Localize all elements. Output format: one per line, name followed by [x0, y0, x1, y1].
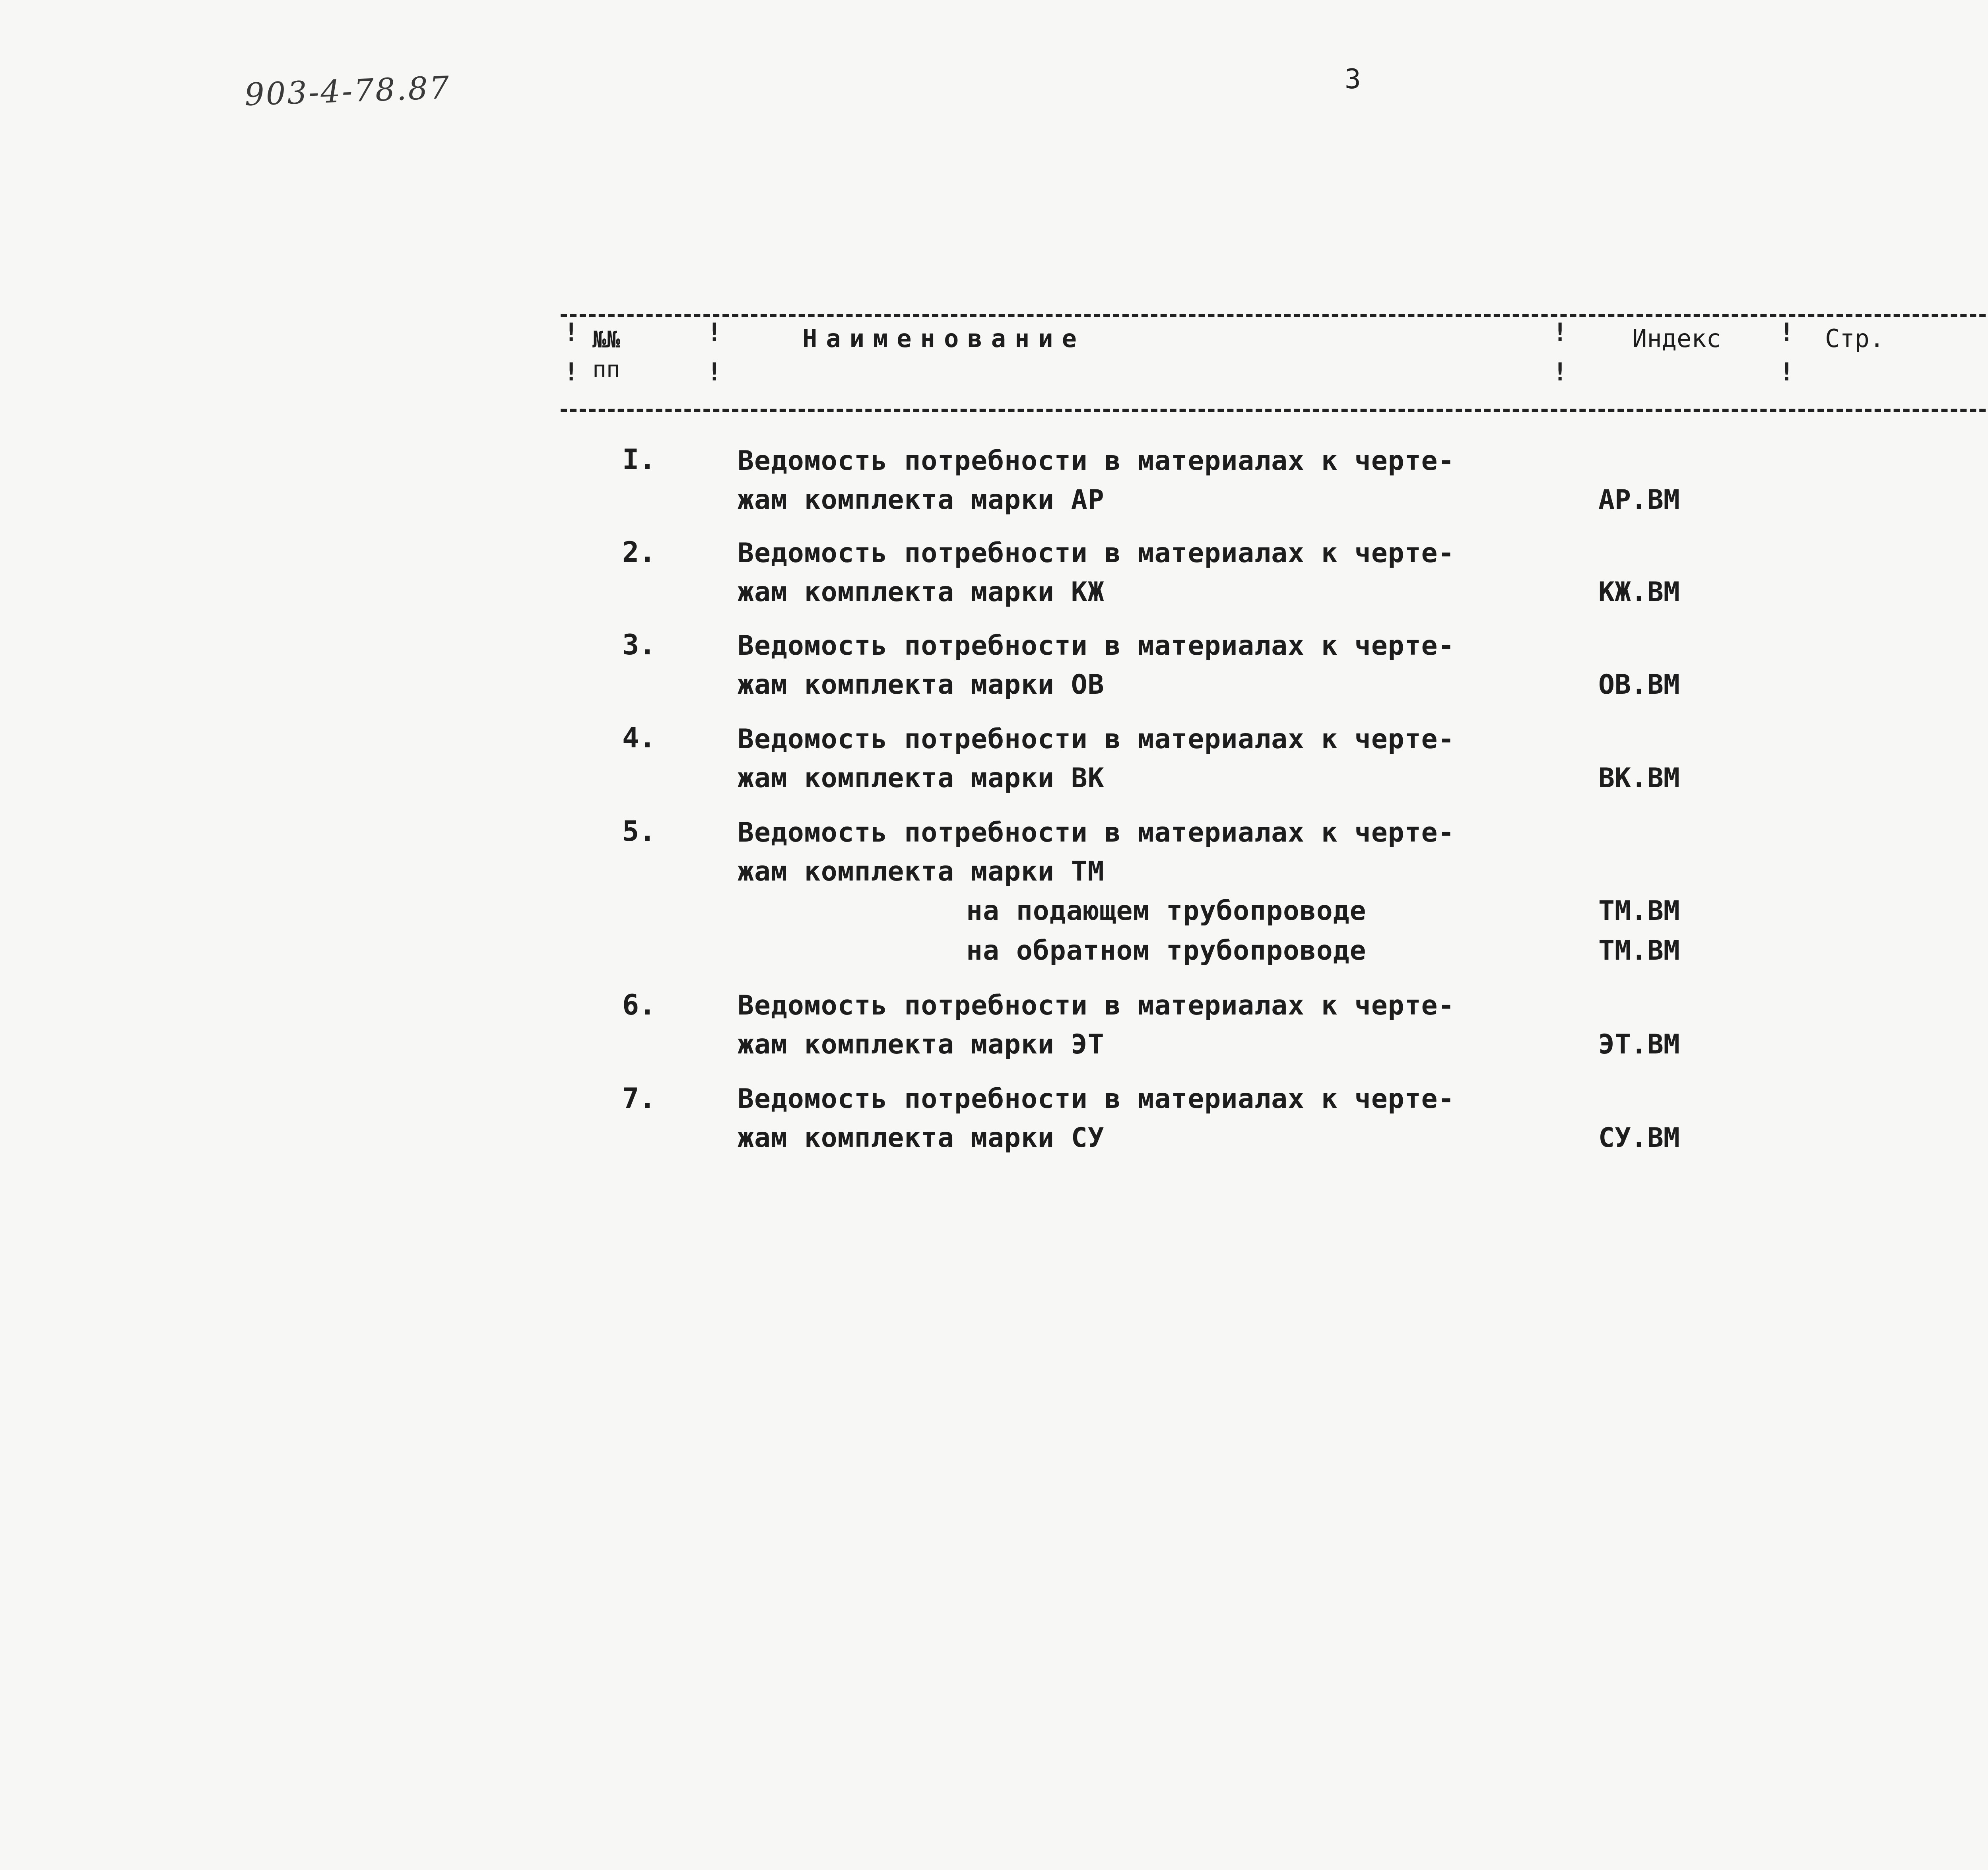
row-name-line2: жам комплекта марки ЭТ: [738, 1029, 1105, 1060]
row-number: I.: [622, 443, 656, 476]
row-number: 5.: [622, 815, 656, 848]
column-header-page: Стр.: [1825, 324, 1885, 353]
row-number: 4.: [622, 722, 656, 754]
row-index: СУ.ВМ: [1598, 1122, 1680, 1154]
row-name-line2: жам комплекта марки АР: [738, 484, 1105, 516]
row-index: КЖ.ВМ: [1598, 576, 1680, 608]
column-separator: !: [1553, 357, 1568, 386]
row-number: 3.: [622, 629, 656, 661]
row-index: ТМ.ВМ: [1598, 935, 1680, 966]
row-name-line2: жам комплекта марки ВК: [738, 762, 1105, 794]
column-header-number-sub: пп: [592, 356, 620, 383]
row-index: ЭТ.ВМ: [1598, 1029, 1680, 1060]
column-header-name: Наименование: [802, 324, 1085, 353]
column-header-number: №№: [592, 326, 620, 353]
row-name-line2: жам комплекта марки ТМ: [738, 856, 1105, 887]
row-index: ОВ.ВМ: [1598, 669, 1680, 700]
column-separator: !: [564, 318, 579, 347]
page-number: 3: [1345, 64, 1361, 95]
row-name-line1: Ведомость потребности в материалах к черте-: [738, 537, 1455, 569]
row-index: АР.ВМ: [1598, 484, 1680, 516]
row-name-line1: Ведомость потребности в материалах к черте-: [738, 724, 1455, 755]
column-separator: !: [707, 318, 722, 347]
column-separator: !: [707, 357, 722, 386]
column-header-index: Индекс: [1632, 324, 1721, 353]
column-separator: !: [1779, 318, 1794, 347]
column-separator: !: [1779, 357, 1794, 386]
row-name-line1: Ведомость потребности в материалах к черте-: [738, 1083, 1455, 1115]
row-index: ВК.ВМ: [1598, 762, 1680, 794]
row-name-line2: жам комплекта марки СУ: [738, 1122, 1105, 1154]
column-separator: !: [1553, 318, 1568, 347]
row-number: 7.: [622, 1082, 656, 1115]
row-name-line1: Ведомость потребности в материалах к черте-: [738, 630, 1455, 661]
row-name-line2: жам комплекта марки ОВ: [738, 669, 1105, 700]
row-name-line1: Ведомость потребности в материалах к черте-: [738, 990, 1455, 1021]
row-number: 6.: [622, 989, 656, 1021]
row-name-line1: Ведомость потребности в материалах к черте-: [738, 817, 1455, 848]
row-name-line2: жам комплекта марки КЖ: [738, 576, 1105, 608]
row-name-line1: Ведомость потребности в материалах к черте-: [738, 445, 1455, 477]
row-index: ТМ.ВМ: [1598, 895, 1680, 927]
row-number: 2.: [622, 536, 656, 568]
table-top-rule: [561, 314, 1988, 317]
row-subitem: на обратном трубопроводе: [966, 935, 1367, 966]
document-code: 903-4-78.87: [244, 70, 451, 113]
row-subitem: на подающем трубопроводе: [966, 895, 1367, 927]
column-separator: !: [564, 357, 579, 386]
table-header-bottom-rule: [561, 409, 1988, 412]
